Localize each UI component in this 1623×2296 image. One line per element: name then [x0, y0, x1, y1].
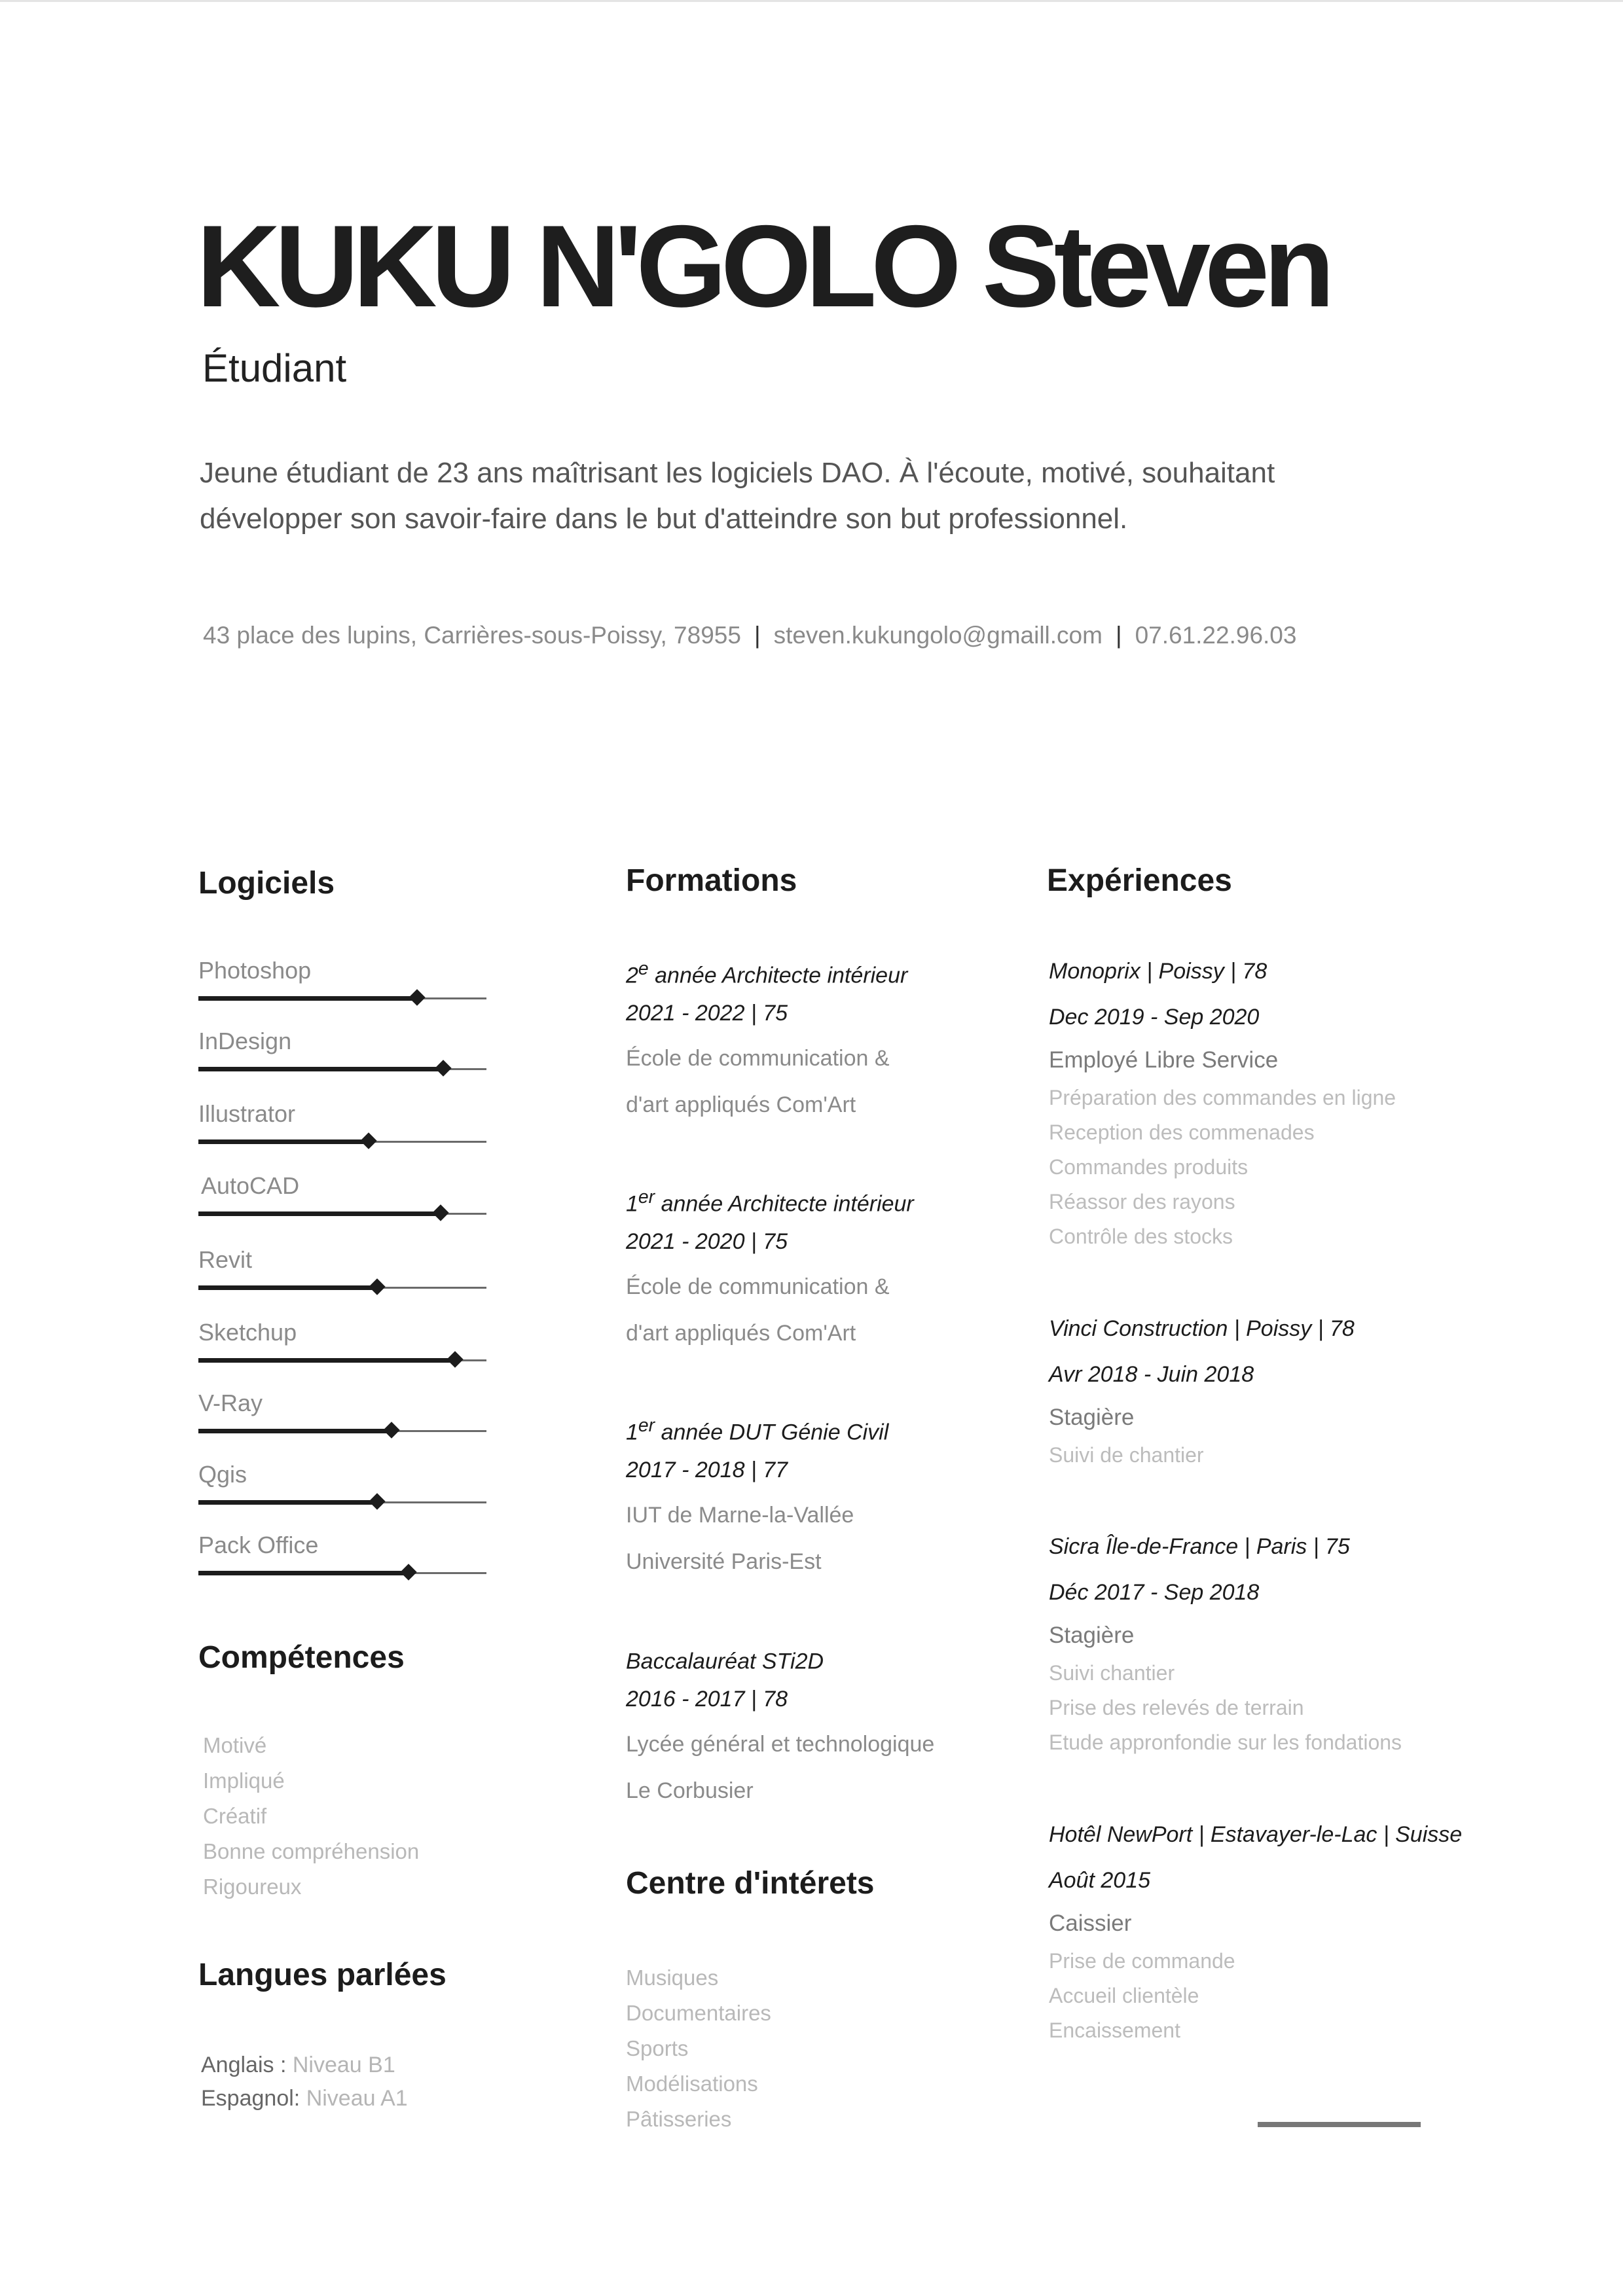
skill-bar-knob	[369, 1278, 385, 1295]
experience-job: Stagière	[1049, 1405, 1135, 1430]
skill-bar	[198, 997, 486, 999]
experience-company: Vinci Construction | Poissy | 78	[1049, 1316, 1355, 1341]
contact-separator: |	[754, 622, 761, 649]
skill-bar	[198, 1213, 486, 1215]
experience-task: Suivi de chantier	[1049, 1443, 1204, 1467]
skill-bar-knob	[360, 1132, 376, 1149]
experience-company: Hotêl NewPort | Estavayer-le-Lac | Suisse	[1049, 1822, 1463, 1847]
skill-bar-fill	[198, 1067, 443, 1071]
candidate-role: Étudiant	[202, 346, 347, 390]
language-level: Niveau A1	[306, 2086, 408, 2111]
software-item	[198, 1319, 486, 1365]
contact-line	[203, 622, 1296, 649]
skill-bar-fill	[198, 1139, 369, 1144]
list-item: Pâtisseries	[626, 2107, 732, 2131]
skill-bar-knob	[369, 1493, 385, 1509]
experience-item	[1049, 1524, 1586, 1760]
software-item	[198, 1172, 486, 1218]
skill-bar-knob	[400, 1564, 416, 1580]
language-item	[201, 2082, 408, 2115]
education-school: École de communication &	[626, 1274, 890, 1299]
education-title-text: année DUT Génie Civil	[655, 1420, 889, 1445]
skill-bar-knob	[383, 1422, 399, 1438]
education-school: IUT de Marne-la-Vallée	[626, 1503, 854, 1528]
language-level: Niveau B1	[292, 2053, 395, 2077]
education-level-num: 1	[626, 1420, 638, 1445]
software-item	[198, 1028, 486, 1073]
skill-bar-fill	[198, 1211, 441, 1216]
education-years: 2021 - 2020 | 75	[626, 1229, 788, 1254]
experience-item	[1049, 1812, 1586, 2048]
education-title	[626, 1632, 993, 1677]
skill-bar-knob	[432, 1204, 448, 1221]
education-level-sup: er	[638, 1187, 655, 1208]
list-item: Motivé	[203, 1733, 267, 1757]
education-years: 2016 - 2017 | 78	[626, 1687, 788, 1712]
experience-job: Stagière	[1049, 1623, 1135, 1648]
contact-email[interactable]: steven.kukungolo@gmaill.com	[773, 622, 1103, 649]
experience-company: Sicra Île-de-France | Paris | 75	[1049, 1534, 1350, 1559]
experience-task: Prise des relevés de terrain	[1049, 1696, 1304, 1719]
experience-dates: Avr 2018 - Juin 2018	[1049, 1362, 1254, 1387]
list-item: Documentaires	[626, 2001, 771, 2025]
education-title	[626, 1175, 993, 1219]
skill-bar	[198, 1068, 486, 1070]
skill-bar-knob	[409, 989, 426, 1005]
candidate-name: KUKU N'GOLO Steven	[196, 201, 1329, 331]
education-school: École de communication &	[626, 1046, 890, 1071]
education-level-num: 1	[626, 1191, 638, 1217]
list-item: Modélisations	[626, 2072, 758, 2096]
software-item	[198, 957, 486, 1003]
experience-dates: Août 2015	[1049, 1868, 1151, 1893]
software-item	[198, 1390, 486, 1435]
experience-heading: Expériences	[1047, 863, 1232, 898]
software-item	[198, 1461, 486, 1507]
education-title	[626, 946, 993, 991]
skill-bar-fill	[198, 996, 417, 1001]
list-item: Bonne compréhension	[203, 1839, 420, 1863]
software-heading: Logiciels	[198, 866, 335, 901]
skill-bar-fill	[198, 1429, 392, 1433]
experience-task: Préparation des commandes en ligne	[1049, 1086, 1396, 1109]
contact-address: 43 place des lupins, Carrières-sous-Poissy, 78955	[203, 622, 741, 649]
education-title	[626, 1403, 993, 1448]
education-school: Lycée général et technologique	[626, 1732, 935, 1757]
software-label: V-Ray	[198, 1390, 263, 1416]
experience-task: Accueil clientèle	[1049, 1984, 1199, 2007]
experience-task: Reception des commenades	[1049, 1121, 1315, 1144]
experience-task: Commandes produits	[1049, 1155, 1249, 1179]
software-label: InDesign	[198, 1028, 292, 1054]
education-item	[626, 946, 993, 1128]
education-school: Université Paris-Est	[626, 1549, 822, 1574]
skill-bar-knob	[435, 1060, 451, 1076]
software-label: Photoshop	[198, 957, 312, 984]
education-title-text: année Architecte intérieur	[648, 963, 908, 988]
skill-bar-fill	[198, 1358, 455, 1363]
education-school: Le Corbusier	[626, 1778, 754, 1803]
skill-bar-fill	[198, 1285, 377, 1290]
software-label: Revit	[198, 1246, 253, 1273]
list-item: Impliqué	[203, 1768, 285, 1793]
languages-list	[201, 2049, 408, 2115]
software-label: Illustrator	[198, 1100, 296, 1127]
experience-task: Réassor des rayons	[1049, 1190, 1235, 1213]
experience-task: Contrôle des stocks	[1049, 1225, 1233, 1248]
experience-dates: Dec 2019 - Sep 2020	[1049, 1005, 1260, 1030]
education-heading: Formations	[626, 863, 797, 898]
experience-task: Suivi chantier	[1049, 1661, 1175, 1685]
experience-job: Employé Libre Service	[1049, 1047, 1279, 1073]
experience-task: Encaissement	[1049, 2018, 1180, 2042]
skill-bar	[198, 1430, 486, 1432]
experience-item	[1049, 1306, 1586, 1473]
interests-list	[626, 1960, 771, 2137]
skill-bar-knob	[447, 1351, 463, 1367]
decorative-bar	[1258, 2122, 1421, 2127]
software-item	[198, 1532, 486, 1577]
contact-phone[interactable]: 07.61.22.96.03	[1135, 622, 1297, 649]
languages-heading: Langues parlées	[198, 1958, 447, 1992]
education-years: 2017 - 2018 | 77	[626, 1458, 788, 1482]
language-name: Espagnol:	[201, 2086, 301, 2111]
contact-separator: |	[1115, 622, 1122, 649]
software-item	[198, 1100, 486, 1146]
interests-heading: Centre d'intérets	[626, 1866, 875, 1901]
education-level-sup: e	[638, 958, 649, 979]
education-item	[626, 1403, 993, 1585]
software-item	[198, 1246, 486, 1292]
education-years: 2021 - 2022 | 75	[626, 1001, 788, 1026]
experience-item	[1049, 948, 1586, 1254]
list-item: Sports	[626, 2036, 689, 2060]
software-label: Qgis	[198, 1461, 247, 1488]
experience-task: Etude appronfondie sur les fondations	[1049, 1731, 1402, 1754]
list-item: Rigoureux	[203, 1874, 302, 1899]
skill-bar	[198, 1287, 486, 1289]
skills-list	[203, 1728, 419, 1905]
skills-heading: Compétences	[198, 1640, 405, 1675]
experience-dates: Déc 2017 - Sep 2018	[1049, 1580, 1260, 1605]
language-item	[201, 2049, 408, 2082]
education-level-sup: er	[638, 1415, 655, 1436]
top-border-line	[0, 0, 1623, 2]
skill-bar	[198, 1501, 486, 1503]
list-item: Créatif	[203, 1804, 267, 1828]
skill-bar-fill	[198, 1571, 409, 1575]
experience-job: Caissier	[1049, 1910, 1132, 1936]
software-label: Pack Office	[198, 1532, 319, 1558]
skill-bar	[198, 1359, 486, 1361]
software-label: AutoCAD	[201, 1172, 300, 1199]
education-title-text: année Architecte intérieur	[655, 1191, 914, 1217]
skill-bar-fill	[198, 1500, 377, 1505]
software-label: Sketchup	[198, 1319, 297, 1346]
list-item: Musiques	[626, 1965, 719, 1990]
education-level-num: 2	[626, 963, 638, 988]
education-item	[626, 1175, 993, 1357]
profile-summary: Jeune étudiant de 23 ans maîtrisant les logiciels DAO. À l'écoute, motivé, souhaitant développer son savoir-faire dans le but d'atteindre son but professionnel.	[200, 457, 1275, 535]
experience-task: Prise de commande	[1049, 1949, 1235, 1973]
language-name: Anglais :	[201, 2053, 287, 2077]
education-school: d'art appliqués Com'Art	[626, 1092, 856, 1117]
education-title-text: Baccalauréat STi2D	[626, 1649, 824, 1674]
skill-bar	[198, 1141, 486, 1143]
skill-bar	[198, 1572, 486, 1574]
experience-company: Monoprix | Poissy | 78	[1049, 959, 1267, 984]
education-school: d'art appliqués Com'Art	[626, 1321, 856, 1346]
education-item	[626, 1632, 993, 1814]
